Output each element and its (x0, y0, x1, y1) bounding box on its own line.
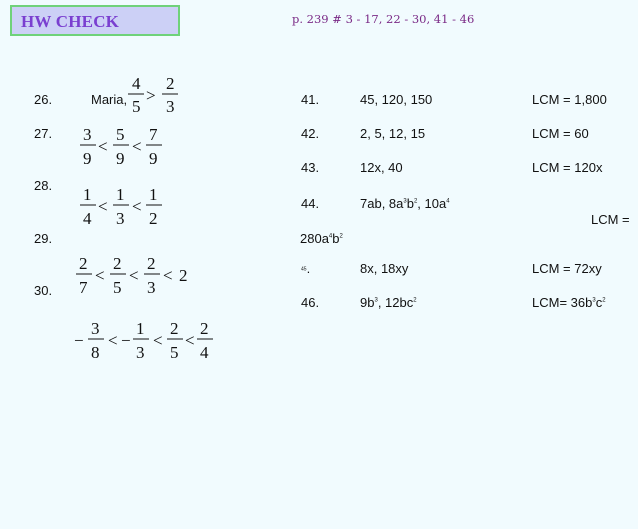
svg-text:8: 8 (91, 343, 100, 362)
problem-numbers: 8x, 18xy (360, 261, 409, 276)
svg-text:<: < (163, 266, 173, 285)
svg-text:3: 3 (91, 319, 100, 338)
svg-text:1: 1 (149, 185, 158, 204)
assignment-reference: p. 239 # 3 - 17, 22 - 30, 41 - 46 (292, 12, 475, 26)
problem-number: 28. (34, 178, 53, 193)
svg-text:<: < (95, 266, 105, 285)
svg-text:9: 9 (116, 149, 125, 168)
problem-numbers: 2, 5, 12, 15 (360, 126, 426, 141)
svg-text:2: 2 (79, 254, 88, 273)
lcm-answer: LCM = 72xy (532, 261, 602, 276)
svg-text:4: 4 (83, 209, 92, 228)
svg-text:3: 3 (136, 343, 145, 362)
problem-numbers: 45, 120, 150 (360, 92, 433, 107)
svg-text:1: 1 (136, 319, 145, 338)
svg-text:2: 2 (147, 254, 156, 273)
svg-text:5: 5 (113, 278, 122, 297)
svg-text:5: 5 (132, 97, 141, 116)
svg-text:2: 2 (200, 319, 209, 338)
svg-text:<: < (153, 331, 163, 350)
svg-text:1: 1 (116, 185, 125, 204)
svg-text:9: 9 (83, 149, 92, 168)
problem-number-small: 45. (301, 261, 311, 276)
page-title: HW CHECK (21, 12, 120, 31)
lcm-answer: $LCM= 36b^3c^2$ (532, 295, 606, 310)
svg-text:5: 5 (116, 125, 125, 144)
problem-number: 43. (301, 160, 320, 175)
problem-number: 44. (301, 196, 320, 211)
problem-number: 41. (301, 92, 320, 107)
svg-text:2: 2 (113, 254, 122, 273)
svg-text:5: 5 (170, 343, 179, 362)
svg-text:9: 9 (149, 149, 158, 168)
svg-text:2: 2 (179, 266, 188, 285)
problem-number: 30. (34, 283, 53, 298)
lcm-answer-wrapped: $280a^4b^2$ (300, 231, 343, 246)
math-expression-28 (80, 183, 170, 233)
problem-numbers: $9b^3$, $12bc^2$ (360, 295, 417, 310)
svg-text:2: 2 (170, 319, 179, 338)
svg-text:<: < (98, 197, 108, 216)
svg-text:4: 4 (132, 74, 141, 93)
svg-text:<: < (185, 331, 195, 350)
svg-text:3: 3 (147, 278, 156, 297)
lcm-answer: LCM = 60 (532, 126, 589, 141)
math-expression-30 (74, 317, 214, 367)
svg-text:<: < (132, 197, 142, 216)
lcm-answer: LCM = (591, 212, 630, 227)
problem-number: 29. (34, 231, 53, 246)
svg-text:<: < (132, 137, 142, 156)
svg-text:1: 1 (83, 185, 92, 204)
svg-text:<: < (98, 137, 108, 156)
svg-text:3: 3 (83, 125, 92, 144)
math-expression-26 (128, 72, 188, 118)
svg-text:2: 2 (166, 74, 175, 93)
problem-number: 46. (301, 295, 320, 310)
problem-number: 27. (34, 126, 53, 141)
problem-number: 26. (34, 92, 53, 107)
svg-text:<: < (108, 331, 118, 350)
problem-number: 42. (301, 126, 320, 141)
svg-text:3: 3 (116, 209, 125, 228)
title-box (10, 5, 180, 36)
problem-numbers: 12x, 40 (360, 160, 403, 175)
problem-numbers: 7ab, $8a^3b^2$, $10a^4$ (360, 196, 450, 211)
math-expression-27 (80, 123, 170, 173)
svg-text:>: > (146, 86, 156, 105)
svg-text:7: 7 (149, 125, 158, 144)
lcm-answer: LCM = 1,800 (532, 92, 607, 107)
svg-text:4: 4 (200, 343, 209, 362)
svg-text:7: 7 (79, 278, 88, 297)
svg-text:<: < (129, 266, 139, 285)
lcm-answer: LCM = 120x (532, 160, 603, 175)
svg-text:−: − (74, 331, 84, 350)
answer-text: Maria, (91, 92, 128, 107)
svg-text:2: 2 (149, 209, 158, 228)
svg-text:3: 3 (166, 97, 175, 116)
svg-text:−: − (121, 331, 131, 350)
math-expression-29 (76, 252, 196, 302)
